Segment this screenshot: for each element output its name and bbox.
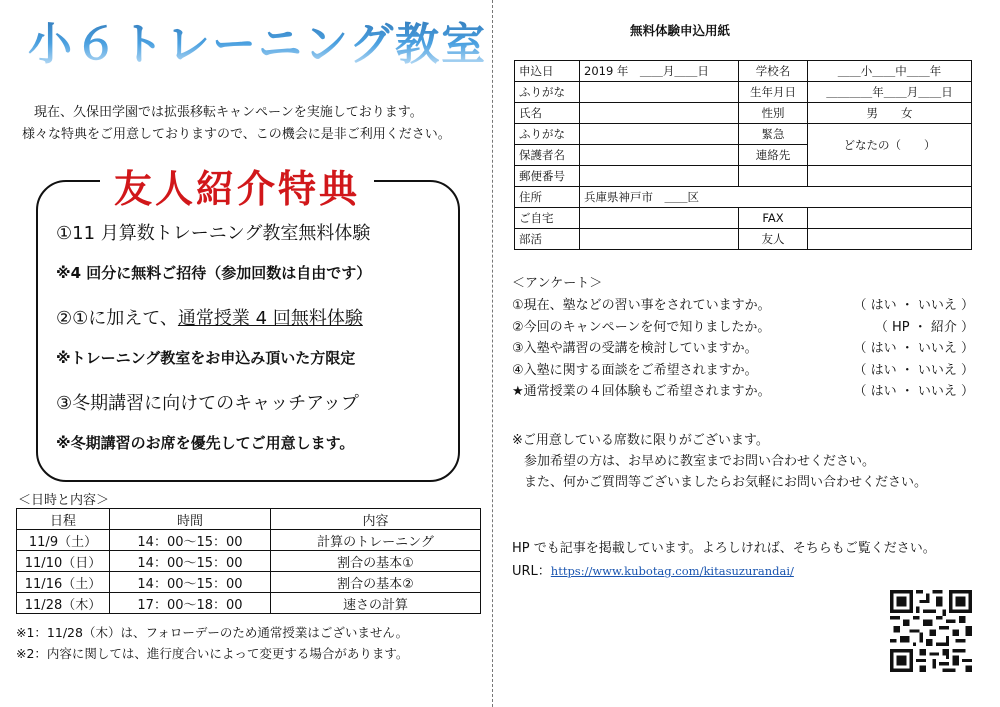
survey-question	[512, 294, 974, 316]
form-row	[515, 229, 972, 250]
schedule-date: 11/10（日）	[17, 551, 110, 572]
survey-question-text: ★通常授業の４回体験もご希望されますか。	[512, 384, 771, 399]
benefit-3: ③冬期講習に向けてのキャッチアップ	[56, 393, 359, 414]
url-line	[512, 560, 936, 583]
guardian-name-label: 保護者名	[515, 145, 580, 166]
intro-line-1: 現在、久保田学園では拡張移転キャンペーンを実施しております。	[34, 105, 423, 120]
reminder-text	[512, 430, 927, 493]
benefit-2-prefix: ②①に加えて、	[56, 308, 178, 329]
note-2: ※2：内容に関しては、進行度合いによって変更する場合があります。	[16, 646, 409, 661]
homepage-text: HP でも記事を掲載しています。よろしければ、そちらもご覧ください。	[512, 541, 936, 556]
form-row	[515, 82, 972, 103]
schedule-notes	[16, 622, 408, 664]
name-label: 氏名	[515, 103, 580, 124]
benefit-2	[56, 304, 456, 330]
benefit-2-note: ※トレーニング教室をお申込み頂いた方限定	[56, 349, 356, 367]
gender-label: 性別	[739, 103, 808, 124]
home-phone-label: ご自宅	[515, 208, 580, 229]
schedule-date: 11/16（土）	[17, 572, 110, 593]
reminder-line-2: 参加希望の方は、お早めに教室までお問い合わせください。	[524, 454, 876, 469]
fax-field[interactable]	[808, 208, 972, 229]
fax-label: FAX	[739, 208, 808, 229]
birthdate-label: 生年月日	[739, 82, 808, 103]
survey-question-text: ②今回のキャンペーンを何で知りましたか。	[512, 319, 771, 335]
form-row	[515, 61, 972, 82]
birthdate-field[interactable]: ＿＿＿＿年＿＿月＿＿日	[808, 82, 972, 103]
schedule-content: 割合の基本②	[271, 572, 481, 593]
guardian-furigana-label: ふりがな	[515, 124, 580, 145]
guardian-name-field[interactable]	[580, 145, 739, 166]
address-field[interactable]: 兵庫県神戸市 ＿＿区	[580, 187, 972, 208]
home-phone-field[interactable]	[580, 208, 739, 229]
survey-question-text: ③入塾や講習の受講を検討していますか。	[512, 341, 758, 356]
schedule-date: 11/28（木）	[17, 593, 110, 614]
survey-question-text: ④入塾に関する面談をご希望されますか。	[512, 362, 758, 378]
survey-question	[512, 337, 974, 359]
contact-field[interactable]: どなたの（ ）	[808, 124, 972, 166]
contact-label: 連絡先	[739, 145, 808, 166]
url-label: URL：	[512, 564, 551, 579]
survey-list	[512, 294, 974, 402]
application-form	[514, 60, 972, 250]
survey-answer-options[interactable]: （ はい ・ いいえ ）	[853, 384, 974, 399]
qr-code-icon	[890, 590, 972, 672]
reminder-line-1: ※ご用意している席数に限りがございます。	[512, 433, 769, 448]
schedule-time: 17：00〜18：00	[110, 593, 271, 614]
table-row	[17, 593, 481, 614]
survey-answer-options[interactable]: （ はい ・ いいえ ）	[853, 362, 974, 378]
benefit-2-highlight: 通常授業 4 回無料体験	[177, 308, 363, 329]
note-1: ※1：11/28（木）は、フォローデーのため通常授業はございません。	[16, 625, 409, 640]
table-row	[17, 572, 481, 593]
intro-line-2: 様々な特典をご用意しておりますので、この機会に是非ご利用ください。	[22, 127, 451, 142]
schedule-content: 計算のトレーニング	[271, 530, 481, 551]
club-field[interactable]	[580, 229, 739, 250]
schedule-content: 速さの計算	[271, 593, 481, 614]
benefit-title: 友人紹介特典	[100, 158, 374, 213]
address-label: 住所	[515, 187, 580, 208]
guardian-furigana-field[interactable]	[580, 124, 739, 145]
schedule-content: 割合の基本①	[271, 551, 481, 572]
schedule-header-content: 内容	[271, 509, 481, 530]
survey-question	[512, 359, 974, 381]
survey-answer-options[interactable]: （ HP ・ 紹介 ）	[874, 319, 974, 335]
gender-field[interactable]: 男 女	[808, 103, 972, 124]
postal-label: 郵便番号	[515, 166, 580, 187]
apply-date-field[interactable]: 2019 年 ＿＿月＿＿日	[580, 61, 739, 82]
table-row	[17, 551, 481, 572]
furigana-field[interactable]	[580, 82, 739, 103]
blank-cell	[739, 166, 808, 187]
survey-answer-options[interactable]: （ はい ・ いいえ ）	[853, 341, 974, 356]
schedule-header-time: 時間	[110, 509, 271, 530]
table-row	[17, 530, 481, 551]
survey-question	[512, 380, 974, 402]
schedule-time: 14：00〜15：00	[110, 530, 271, 551]
intro-text	[22, 102, 482, 146]
friend-field[interactable]	[808, 229, 972, 250]
form-row	[515, 208, 972, 229]
postal-field[interactable]	[580, 166, 739, 187]
schedule-table	[16, 508, 481, 614]
survey-heading: ＜アンケート＞	[512, 276, 603, 291]
reminder-line-3: また、何かご質問等ございましたらお気軽にお問い合わせください。	[524, 475, 928, 490]
apply-date-label: 申込日	[515, 61, 580, 82]
name-field[interactable]	[580, 103, 739, 124]
schedule-heading: ＜日時と内容＞	[18, 493, 110, 508]
friend-label: 友人	[739, 229, 808, 250]
club-label: 部活	[515, 229, 580, 250]
homepage-link[interactable]: https://www.kubotag.com/kitasuzurandai/	[550, 564, 794, 578]
blank-cell	[808, 166, 972, 187]
survey-question	[512, 316, 974, 338]
schedule-header-row	[17, 509, 481, 530]
form-row	[515, 103, 972, 124]
school-label: 学校名	[739, 61, 808, 82]
form-row	[515, 124, 972, 145]
survey-question-text: ①現在、塾などの習い事をされていますか。	[512, 298, 771, 313]
emergency-label: 緊急	[739, 124, 808, 145]
benefit-1-note: ※4 回分に無料ご招待（参加回数は自由です）	[56, 264, 372, 282]
school-field[interactable]: ＿＿小＿＿中＿＿年	[808, 61, 972, 82]
furigana-label: ふりがな	[515, 82, 580, 103]
schedule-time: 14：00〜15：00	[110, 551, 271, 572]
schedule-time: 14：00〜15：00	[110, 572, 271, 593]
form-row	[515, 166, 972, 187]
page-divider	[492, 0, 493, 707]
survey-answer-options[interactable]: （ はい ・ いいえ ）	[853, 298, 974, 313]
form-title: 無料体験申込用紙	[630, 23, 731, 38]
benefit-1: ①11 月算数トレーニング教室無料体験	[56, 223, 371, 244]
form-row	[515, 187, 972, 208]
page-title: 小６トレーニング教室	[28, 8, 487, 72]
benefit-3-note: ※冬期講習のお席を優先してご用意します。	[56, 434, 355, 452]
schedule-header-date: 日程	[17, 509, 110, 530]
homepage-info	[512, 538, 936, 583]
schedule-date: 11/9（土）	[17, 530, 110, 551]
